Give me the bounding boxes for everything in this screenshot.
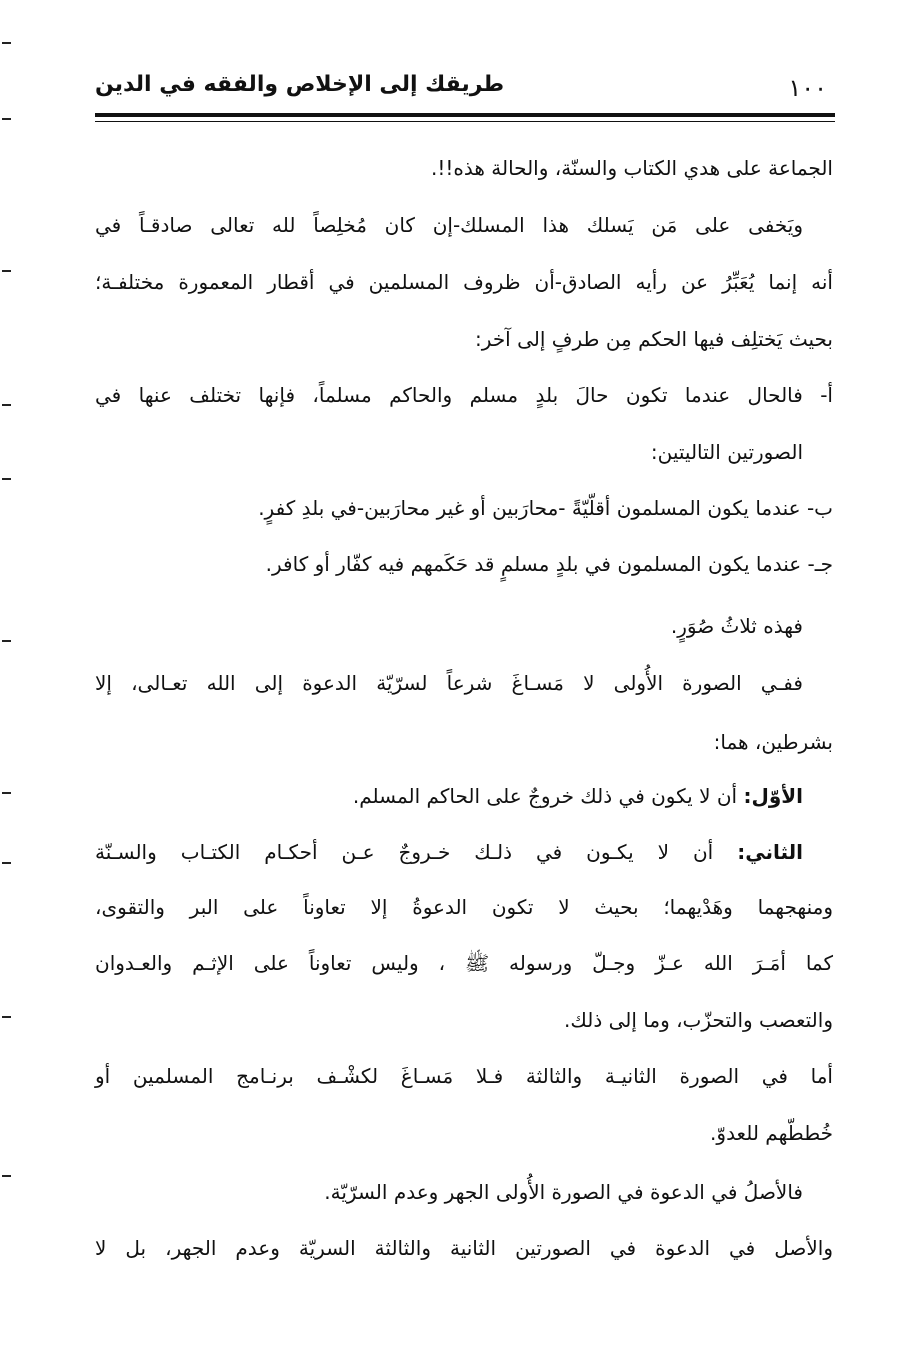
margin-mark <box>2 792 11 794</box>
text-line: ومنهجهما وهَدْيهما؛ بحيث لا تكون الدعوةُ إلا تعاوناً على البر والتقوى، <box>95 895 833 919</box>
text-line: والأصل في الدعوة في الصورتين الثانية والثالثة السريّة وعدم الجهر، بل لا <box>95 1236 833 1260</box>
text-line: والتعصب والتحزّب، وما إلى ذلك. <box>564 1008 833 1032</box>
text-line: ففـي الصورة الأُولى لا مَسـاغَ شرعاً لسرّيّة الدعوة إلى الله تعـالى، إلا <box>95 671 803 695</box>
running-title: طريقك إلى الإخلاص والفقه في الدين <box>95 72 505 97</box>
margin-mark <box>2 1175 11 1177</box>
margin-mark <box>2 640 11 642</box>
condition-first <box>353 780 803 812</box>
text-line: أنه إنما يُعَبِّرُ عن رأيه الصادق-أن ظروف المسلمين في أقطار المعمورة مختلفـة؛ <box>95 270 833 294</box>
text-line: أن لا يكـون في ذلـك خـروجٌ عـن أحكـام الكتـاب والسـنّة <box>95 840 714 864</box>
text-line: أن لا يكون في ذلك خروجٌ على الحاكم المسلم. <box>352 784 738 808</box>
margin-mark <box>2 1016 11 1018</box>
text-line: جـ- عندما يكون المسلمون في بلدٍ مسلمٍ قد حَكَمهم فيه كفّار أو كافر. <box>265 552 833 576</box>
header-rule-thick <box>95 113 835 117</box>
condition-second <box>95 836 803 868</box>
text-line: الجماعة على هدي الكتاب والسنّة، والحالة هذه!!. <box>430 156 833 180</box>
text-line: الصورتين التاليتين: <box>650 440 803 464</box>
page-number: ١٠٠ <box>788 74 827 102</box>
text-line: خُططّهم للعدوّ. <box>710 1121 833 1145</box>
margin-mark <box>2 118 11 120</box>
text-line: كما أمَـرَ الله عـزّ وجـلّ ورسوله ﷺ ، وليس تعاوناً على الإثـم والعـدوان <box>95 951 833 975</box>
text-line: فالأصلُ في الدعوة في الصورة الأُولى الجهر وعدم السرّيّة. <box>324 1180 803 1204</box>
text-line: أما في الصورة الثانيـة والثالثة فـلا مَسـاغَ لكشْـف برنـامج المسلمين أو <box>95 1064 833 1088</box>
page-header <box>95 62 835 120</box>
margin-mark <box>2 42 11 44</box>
text-line: ويَخفى على مَن يَسلك هذا المسلك-إن كان مُخلِصاً لله تعالى صادقـاً في <box>95 213 803 237</box>
margin-mark <box>2 270 11 272</box>
header-rule-thin <box>95 121 835 122</box>
margin-mark <box>2 478 11 480</box>
label-first: الأوّل: <box>743 784 803 808</box>
text-line: فهذه ثلاثُ صُوَرٍ. <box>670 614 803 638</box>
text-line: ب- عندما يكون المسلمون أقلّيّةً -محارَبين أو غير محارَبين-في بلدِ كفرٍ. <box>258 496 833 520</box>
margin-mark <box>2 404 11 406</box>
text-line: بحيث يَختلِف فيها الحكم مِن طرفٍ إلى آخر: <box>475 327 833 351</box>
label-second: الثاني: <box>737 840 804 864</box>
margin-mark <box>2 862 11 864</box>
text-line: بشرطين، هما: <box>713 730 833 754</box>
text-line: أ- فالحال عندما تكون حالَ بلدٍ مسلم والحاكم مسلماً، فإنها تختلف عنها في <box>95 383 833 407</box>
